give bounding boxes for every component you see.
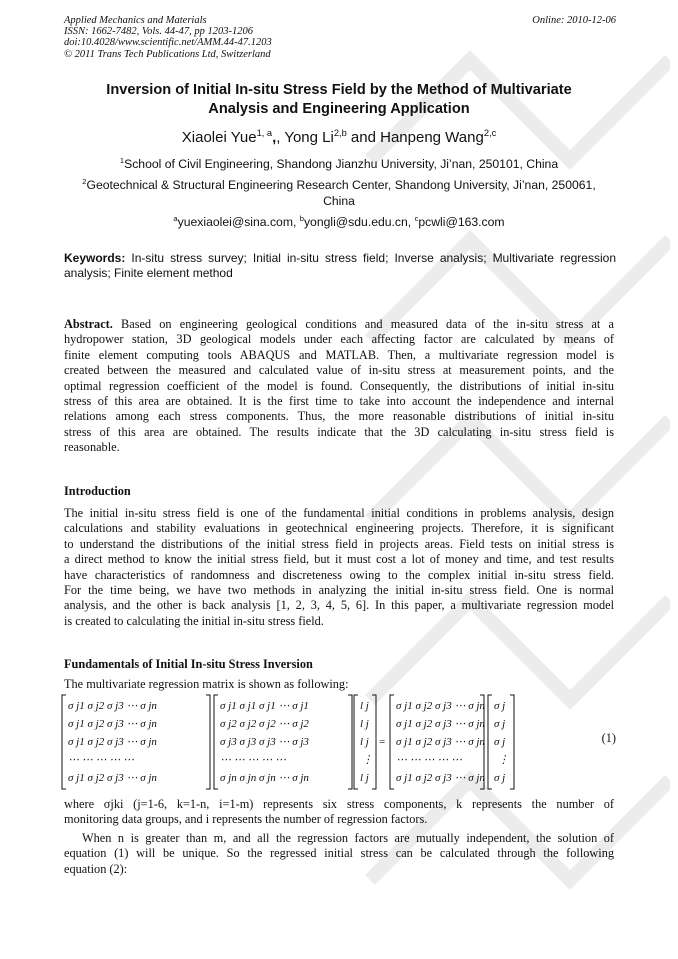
keywords-label: Keywords:: [64, 251, 126, 265]
keywords: Keywords: In-situ stress survey; Initial in-situ stress field; Inverse analysis; Multivariate regression analysis; Finite element method: [64, 251, 616, 280]
email-line: $^a$yuexiaolei@sina.com, $^b$yongli@sdu.edu.cn, $^c$pcwli@163.com: [173, 213, 505, 229]
author-3-sup: 2,c: [483, 128, 497, 138]
where-clause: where σjki (j=1-6, k=1-n, i=1-m) represents six stress components, k represents the number of monitoring data groups, and i represents the number of regression factors.: [64, 797, 614, 827]
title-line-2: Analysis and Engineering Application: [208, 101, 470, 117]
abstract: Abstract. Based on engineering geological conditions and measured data of the in-situ stress at a hydropower station, 3D geological models under each affecting factor are calculated by means of finite element computing tools ABAQUS and MATLAB. Then, a multivariate regression model is created between the measured and calculated value of in-situ stress at measurement points, and the optimal regression coefficient of the model is found. Consequently, the distributions of initial in-situ stress of this area are obtained. It is the first time to take into account the independence and internal relations among each stress components. Thus, the more reasonable distributions of initial in-situ stress of this area are obtained. The results indicate that the 3D calculating in-situ stress field is reasonable.: [64, 317, 614, 455]
journal-name: Applied Mechanics and Materials: [64, 15, 207, 26]
svg-text:⋯ ⋯ ⋯ ⋯ ⋯: ⋯ ⋯ ⋯ ⋯ ⋯: [220, 754, 286, 766]
online-date: Online: 2010-12-06: [532, 15, 616, 26]
equation-number: (1): [601, 731, 616, 745]
svg-text:σ j: σ j: [494, 700, 506, 712]
email-c[interactable]: pcwli@163.com: [418, 215, 505, 229]
affiliation-2: $^2$Geotechnical & Structural Engineering Research Center, Shandong University, Ji’nan, 250061, China: [82, 176, 596, 208]
svg-text:σ jn σ jn σ jn ⋯ σ jn: σ jn σ jn σ jn ⋯ σ jn: [220, 772, 309, 784]
svg-text:l j: l j: [360, 772, 369, 784]
introduction-heading: Introduction: [64, 484, 131, 498]
svg-text:⋮: ⋮: [362, 754, 373, 766]
svg-text:l j: l j: [360, 718, 369, 730]
svg-text:σ j3 σ j3 σ j3 ⋯ σ j3: σ j3 σ j3 σ j3 ⋯ σ j3: [220, 736, 309, 748]
copyright: © 2011 Trans Tech Publications Ltd, Switzerland: [64, 48, 271, 60]
svg-text:l j: l j: [360, 736, 369, 748]
title-line-1: Inversion of Initial In-situ Stress Field by the Method of Multivariate: [106, 82, 572, 98]
svg-text:σ j1 σ j2 σ j3 ⋯ σ jn: σ j1 σ j2 σ j3 ⋯ σ jn: [396, 772, 485, 784]
author-1-sup: 1, a: [256, 128, 273, 138]
email-b[interactable]: yongli@sdu.edu.cn,: [303, 215, 415, 229]
svg-text:σ j1 σ j2 σ j3 ⋯ σ jn: σ j1 σ j2 σ j3 ⋯ σ jn: [396, 736, 485, 748]
svg-text:⋯ ⋯ ⋯ ⋯ ⋯: ⋯ ⋯ ⋯ ⋯ ⋯: [68, 754, 134, 766]
author-1: Xiaolei Yue: [181, 129, 257, 146]
uniqueness-paragraph: When n is greater than m, and all the regression factors are mutually independent, the solution of equation (1) will be unique. So the regressed initial stress can be calculated through the following equation (2):: [64, 831, 614, 876]
svg-text:σ j1 σ j2 σ j3 ⋯ σ jn: σ j1 σ j2 σ j3 ⋯ σ jn: [68, 736, 157, 748]
svg-text:⋯ ⋯ ⋯ ⋯ ⋯: ⋯ ⋯ ⋯ ⋯ ⋯: [396, 754, 462, 766]
svg-text:σ j1 σ j2 σ j3 ⋯ σ jn: σ j1 σ j2 σ j3 ⋯ σ jn: [68, 718, 157, 730]
svg-text:σ j: σ j: [494, 736, 506, 748]
author-2: , Yong Li: [276, 129, 334, 146]
fundamentals-heading: Fundamentals of Initial In-situ Stress Inversion: [64, 657, 313, 671]
svg-text:⋮: ⋮: [498, 754, 509, 766]
author-2-sup: 2,b: [333, 128, 347, 138]
affiliation-1: $^1$School of Civil Engineering, Shandong Jianzhu University, Ji’nan, 250101, China: [119, 155, 559, 171]
matrix-intro: The multivariate regression matrix is shown as following:: [64, 677, 349, 691]
svg-text:σ j: σ j: [494, 772, 506, 784]
introduction-body: The initial in-situ stress field is one of the fundamental initial conditions in problems analysis, design calculations and stability evaluations in geotechnical engineering projects. Therefore, it is significant to understand the distributions of the initial stress field in projects areas. Field tests on initial stress is a direct method to know the initial stress field, but it must cost a lot of money and time, and test results have characteristics of randomness and discreteness owing to the complex initial in-situ stress field. For the time being, we have two methods in analyzing the initial in-situ stress field. One is normal analysis, and the other is back analysis [1, 2, 3, 4, 5, 6]. In this paper, a multivariate regression model is created to calculating the initial in-situ stress field.: [64, 506, 614, 628]
abstract-label: Abstract.: [64, 317, 113, 331]
regression-matrix-equation: [60, 692, 620, 792]
author-list: Xiaolei Yue$^{1, a}$,, Yong Li$^{2,b}$ and Hanpeng Wang$^{2,c}$: [181, 128, 497, 146]
svg-text:l j: l j: [360, 700, 369, 712]
doi: doi:10.4028/www.scientific.net/AMM.44-47.1203: [64, 37, 272, 49]
svg-text:σ j1 σ j2 σ j3 ⋯ σ jn: σ j1 σ j2 σ j3 ⋯ σ jn: [396, 700, 485, 712]
svg-text:σ j1 σ j2 σ j3 ⋯ σ jn: σ j1 σ j2 σ j3 ⋯ σ jn: [68, 700, 157, 712]
svg-text:σ j1 σ j2 σ j3 ⋯ σ jn: σ j1 σ j2 σ j3 ⋯ σ jn: [68, 772, 157, 784]
svg-text:σ j: σ j: [494, 718, 506, 730]
svg-text:σ j1 σ j2 σ j3 ⋯ σ jn: σ j1 σ j2 σ j3 ⋯ σ jn: [396, 718, 485, 730]
svg-text:σ j1 σ j1 σ j1 ⋯ σ j1: σ j1 σ j1 σ j1 ⋯ σ j1: [220, 700, 309, 712]
issn: ISSN: 1662-7482, Vols. 44-47, pp 1203-1206: [64, 26, 253, 38]
author-3: and Hanpeng Wang: [346, 129, 484, 146]
svg-text:=: =: [379, 736, 386, 748]
email-a[interactable]: yuexiaolei@sina.com,: [177, 215, 300, 229]
svg-text:σ j2 σ j2 σ j2 ⋯ σ j2: σ j2 σ j2 σ j2 ⋯ σ j2: [220, 718, 309, 730]
journal-header: [64, 15, 272, 60]
paper-title: [60, 81, 618, 119]
